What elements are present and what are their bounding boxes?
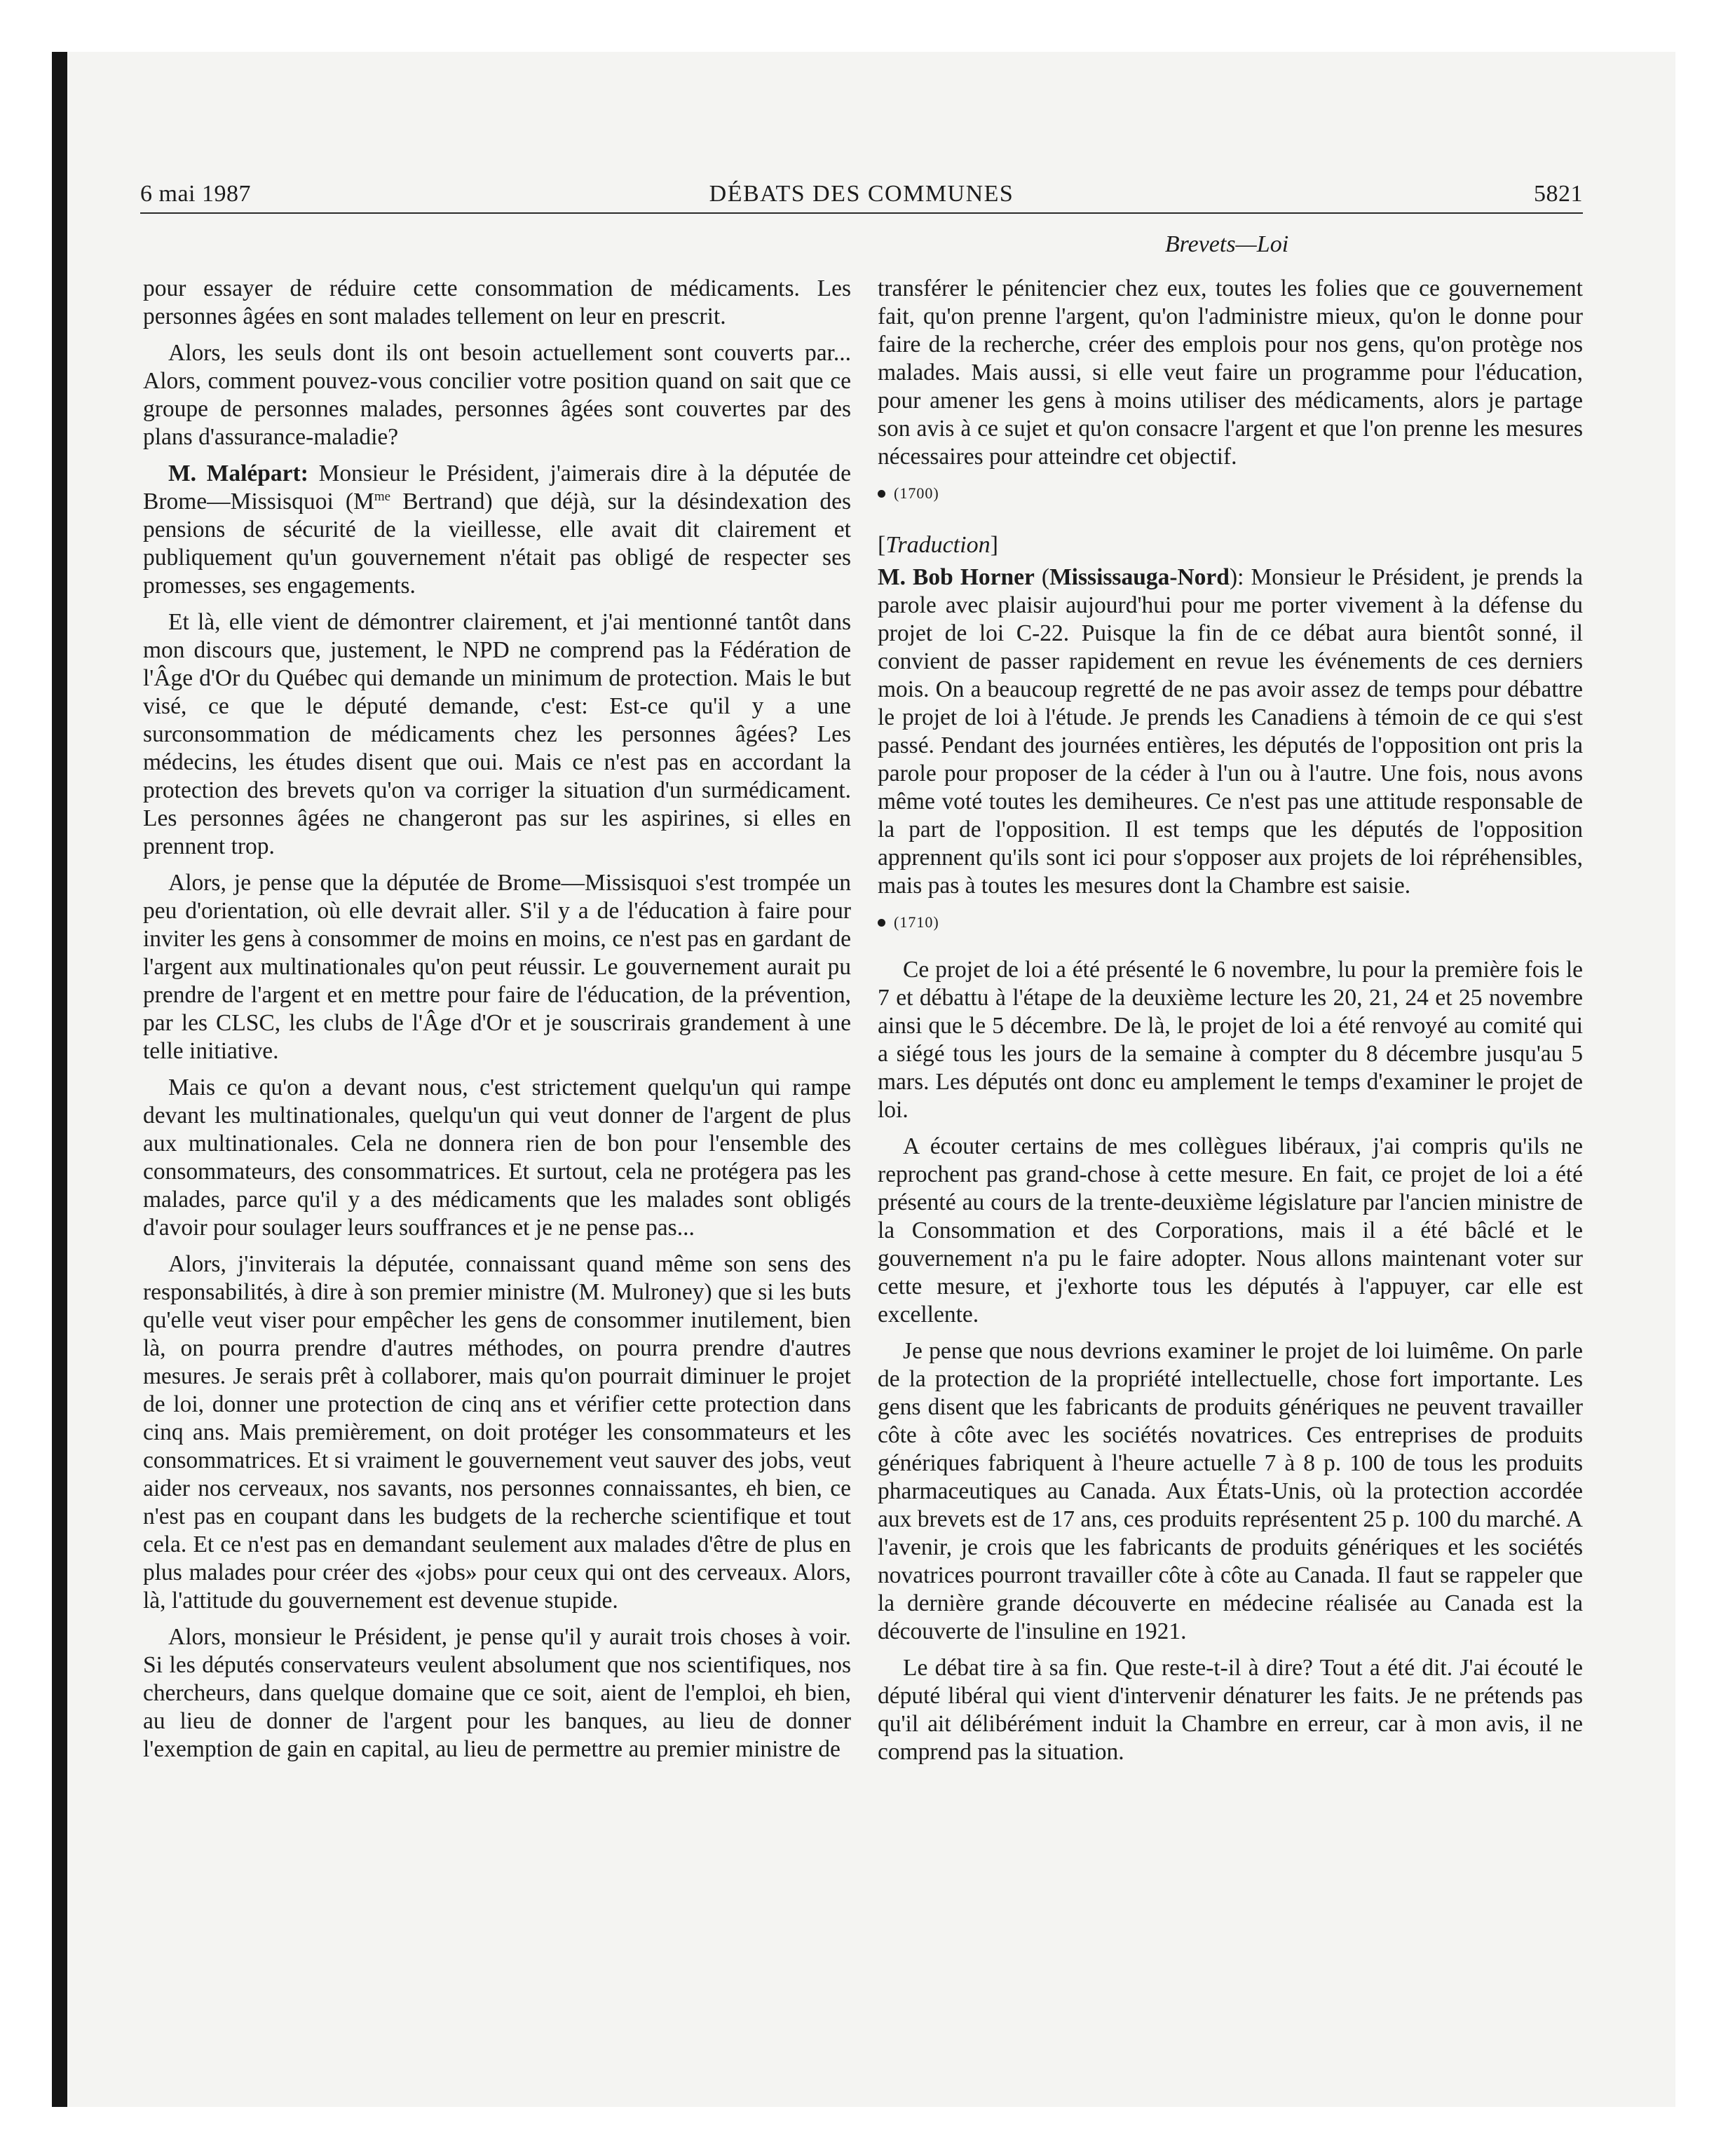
left-column <box>143 275 851 1772</box>
speech-text: Monsieur le Président, j'aimerais dire à la députée de Brome—Missisquoi (M <box>143 460 851 514</box>
running-header <box>140 181 1583 214</box>
paragraph: Et là, elle vient de démontrer clairement, et j'ai mentionné tantôt dans mon discours que, justement, le NPD ne comprend pas la Fédération de l'Âge d'Or du Québec qui demande un minimum de protection. Mais le but visé, ce que le député demande, c'est: Est-ce qu'il y a une surconsommation de médicaments chez les personnes âgées? Les médecins, les études disent que oui. Mais ce n'est pas en accordant la protection des brevets qu'on va corriger la situation d'un surmédicament. Les personnes âgées ne changeront pas sur les aspirines, si elles en prennent trop. <box>143 609 851 859</box>
constituency: Mississauga-Nord <box>1049 564 1230 590</box>
speech-paragraph <box>143 460 851 600</box>
time-marker <box>878 908 1583 936</box>
speech-text: Monsieur le Président, je prends la parole avec plaisir aujourd'hui pour me porter vivement à la défense du projet de loi C-22. Puisque la fin de ce débat aura bientôt sonné, il convient de passer rapidement en revue les événements de ces derniers mois. On a beaucoup regretté de ne pas avoir assez de temps pour débattre le projet de loi à l'étude. Je prends les Canadiens à témoin de ce qui s'est passé. Pendant des journées entières, les députés de l'opposition ont pris la parole pour proposer de la céder à l'un ou à l'autre. Une fois, nous avons même voté toutes les demiheures. Ce n'est pas une attitude responsable de la part de l'opposition. Il est temps que les députés de l'opposition apprennent qu'ils sont ici pour s'opposer aux projets de loi répréhensibles, mais pas à toutes les mesures dont la Chambre est saisie. <box>878 564 1583 899</box>
speech-text: Bertrand) que déjà, sur la désindexation des pensions de sécurité de la vieillesse, elle avait dit clairement et publiquement qu'un gouvernement n'était pas obligé de respecter ses promesses, ses engagements. <box>143 489 851 599</box>
paragraph: Le débat tire à sa fin. Que reste-t-il à dire? Tout a été dit. J'ai écouté le député libéral qui vient d'intervenir dénaturer les faits. Je ne prétends pas qu'il ait délibérément induit la Chambre en erreur, car à mon avis, il ne comprend pas la situation. <box>878 1655 1583 1765</box>
right-column <box>878 275 1583 1775</box>
subject-heading: Brevets—Loi <box>1164 231 1289 257</box>
header-date: 6 mai 1987 <box>140 181 251 207</box>
time-marker <box>878 479 1583 507</box>
speaker-name: M. Bob Horner <box>878 564 1035 590</box>
speaker-name: M. Malépart: <box>168 460 308 486</box>
bullet-icon <box>878 490 885 498</box>
translation-label: [Traduction] <box>878 532 998 558</box>
paragraph: transférer le pénitencier chez eux, toutes les folies que ce gouvernement fait, qu'on prenne l'argent, qu'on l'administre mieux, qu'on le donne pour faire de la recherche, créer des emplois pour nos gens, qu'on protège nos malades. Mais aussi, si elle veut faire un programme pour l'éducation, pour amener les gens à moins utiliser des médicaments, alors je partage son avis à ce sujet et qu'on consacre l'argent et que l'on prenne les mesures nécessaires pour atteindre cet objectif. <box>878 275 1583 470</box>
time-stamp: (1700) <box>894 484 939 502</box>
header-title: DÉBATS DES COMMUNES <box>709 181 1014 207</box>
paragraph: pour essayer de réduire cette consommation de médicaments. Les personnes âgées en sont malades tellement on leur en prescrit. <box>143 275 851 329</box>
paragraph: Ce projet de loi a été présenté le 6 novembre, lu pour la première fois le 7 et débattu à l'étape de la deuxième lecture les 20, 21, 24 et 25 novembre ainsi que le 5 décembre. De là, le projet de loi a été renvoyé au comité qui a siégé tous les jours de la semaine à compter du 8 décembre jusqu'au 5 mars. Les députés ont donc eu amplement le temps d'examiner le projet de loi. <box>878 957 1583 1123</box>
binding-edge <box>52 52 67 2107</box>
time-stamp: (1710) <box>894 913 939 931</box>
paragraph: A écouter certains de mes collègues libéraux, j'ai compris qu'ils ne reprochent pas grand-chose à cette mesure. En fait, ce projet de loi a été présenté au cours de la trente-deuxième législature par l'ancien ministre de la Consommation et des Corporations, mais il a été bâclé et le gouvernement n'a pu le faire adopter. Nous allons maintenant voter sur cette mesure, et j'exhorte tous les députés à l'appuyer, car elle est excellente. <box>878 1133 1583 1328</box>
paragraph: Alors, j'inviterais la députée, connaissant quand même son sens des responsabilités, à dire à son premier ministre (M. Mulroney) que si les buts qu'elle veut viser pour empêcher les gens de consommer inutilement, bien là, on pourra prendre d'autres méthodes, on pourra prendre d'autres mesures. Je serais prêt à collaborer, mais qu'on pourrait diminuer le projet de loi, donner une protection de cinq ans et vérifier cette protection dans cinq ans. Mais premièrement, on doit protéger les consommateurs et les consommatrices. Et si vraiment le gouvernement veut sauver des jobs, veut aider nos cerveaux, nos savants, nos personnes connaissantes, eh bien, ce n'est pas en coupant dans les budgets de la recherche scientifique et tout cela. Et ce n'est pas en demandant seulement aux malades d'être de plus en plus malades pour créer des «jobs» pour ceux qui ont des cerveaux. Alors, là, l'attitude du gouvernement est devenue stupide. <box>143 1251 851 1613</box>
paragraph: Je pense que nous devrions examiner le projet de loi luimême. On parle de la protection de la propriété intellectuelle, chose fort importante. Les gens disent que les fabricants de produits génériques ne peuvent travailler côte à côte avec les sociétés novatrices. Ces entreprises de produits génériques fabriquent à l'heure actuelle 7 à 8 p. 100 de tous les produits pharmaceutiques au Canada. Aux États-Unis, où la protection accordée aux brevets est de 17 ans, ces produits représentent 25 p. 100 du marché. A l'avenir, je crois que les fabricants de produits génériques et les sociétés novatrices pourront travailler côte à côte au Canada. Il faut se rappeler que la dernière grande découverte en médecine réalisée au Canada est la découverte de l'insuline en 1921. <box>878 1338 1583 1644</box>
page-number: 5821 <box>1534 181 1583 207</box>
bullet-icon <box>878 919 885 927</box>
paragraph: Alors, les seuls dont ils ont besoin actuellement sont couverts par... Alors, comment pouvez-vous concilier votre position quand on sait que ce groupe de personnes malades, personnes âgées sont couvertes par des plans d'assurance-maladie? <box>143 340 851 450</box>
superscript: me <box>374 489 391 504</box>
paragraph: Alors, je pense que la députée de Brome—Missisquoi s'est trompée un peu d'orientation, où elle devrait aller. S'il y a de l'éducation à faire pour inviter les gens à consommer de moins en moins, ce n'est pas en gardant de l'argent aux multinationales qu'on peut réussir. Le gouvernement aurait pu prendre de l'argent et en mettre pour faire de l'éducation, de la prévention, par les CLSC, les clubs de l'Âge d'Or et je souscrirais grandement à une telle initiative. <box>143 870 851 1064</box>
header-rule <box>140 212 1583 214</box>
paragraph: Mais ce qu'on a devant nous, c'est strictement quelqu'un qui rampe devant les multinationales, quelqu'un qui veut donner de l'argent de plus aux multinationales. Cela ne donnera rien de bon pour l'ensemble des consommateurs, des consommatrices. Et surtout, cela ne protégera pas les malades, parce qu'il y a des médicaments que les malades sont obligés d'avoir pour soulager leurs souffrances et je ne pense pas... <box>143 1074 851 1241</box>
paragraph: Alors, monsieur le Président, je pense qu'il y aurait trois choses à voir. Si les députés conservateurs veulent absolument que nos scientifiques, nos chercheurs, dans quelque domaine que ce soit, aient de l'emploi, eh bien, au lieu de donner de l'argent pour les banques, au lieu de donner l'exemption de gain en capital, au lieu de permettre au premier ministre de <box>143 1624 851 1762</box>
speech-paragraph: M. Bob Horner (Mississauga-Nord): Monsieur le Président, je prends la parole avec plaisir aujourd'hui pour me porter vivement à la défense du projet de loi C-22. Puisque la fin de ce débat aura bientôt sonné, il convient de passer rapidement en revue les événements de ces derniers mois. On a beaucoup regretté de ne pas avoir assez de temps pour débattre le projet de loi à l'étude. Je prends les Canadiens à témoin de ce qui s'est passé. Pendant des journées entières, les députés de l'opposition ont pris la parole pour proposer de la céder à l'un ou à l'autre. Une fois, nous avons même voté toutes les demiheures. Ce n'est pas une attitude responsable de la part de l'opposition. Il est temps que les députés de l'opposition apprennent qu'ils sont ici pour s'opposer aux projets de loi répréhensibles, mais pas à toutes les mesures dont la Chambre est saisie. <box>878 564 1583 899</box>
